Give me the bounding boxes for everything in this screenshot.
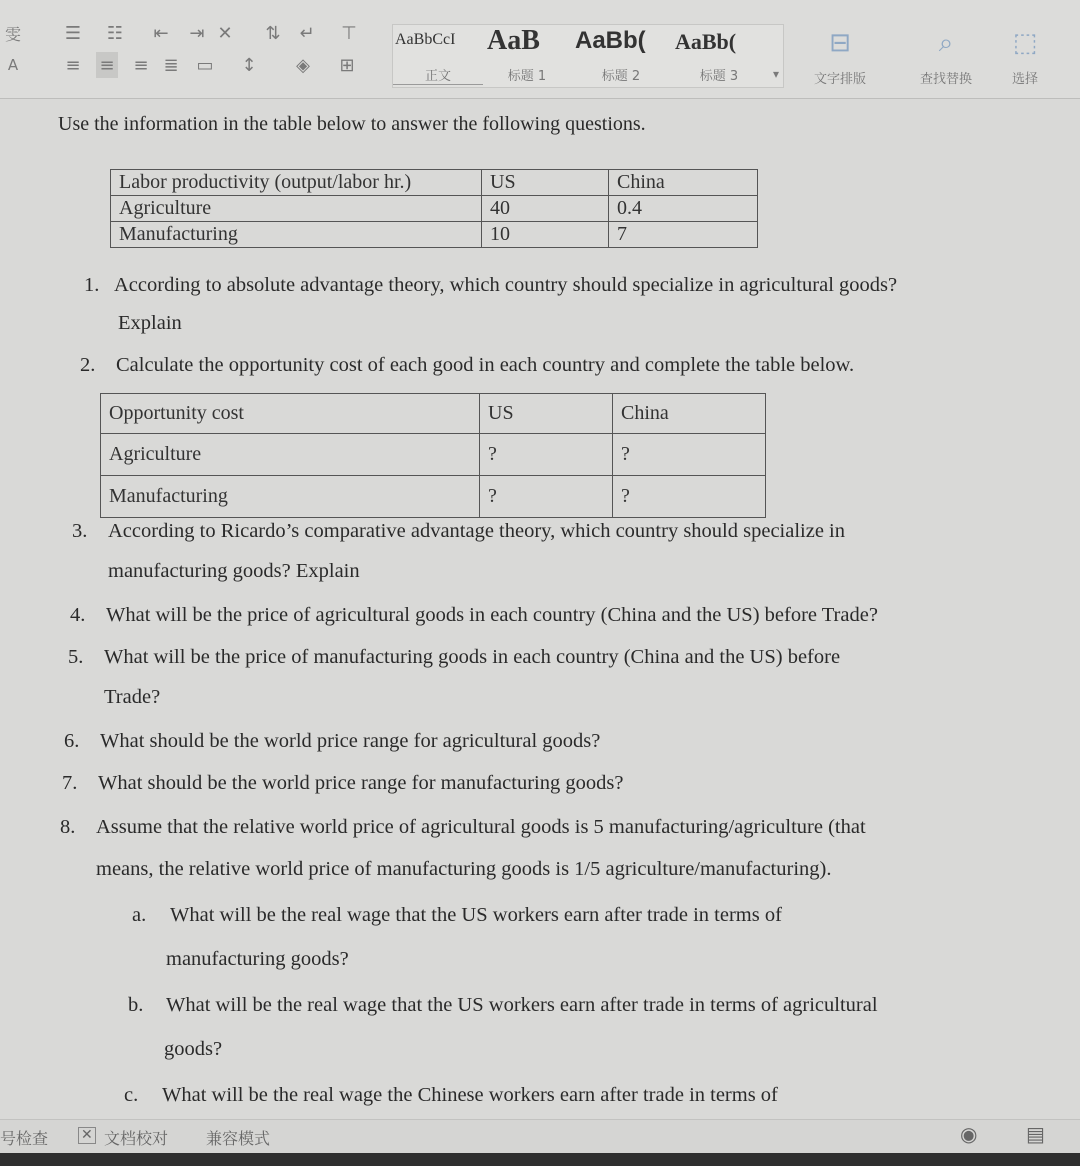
- search-icon: ⌕: [938, 28, 954, 58]
- table-header-cell: US: [480, 394, 613, 434]
- table-row: [101, 434, 766, 476]
- question-text: Trade?: [104, 686, 161, 708]
- checkbox-icon[interactable]: ✕: [78, 1127, 96, 1144]
- style-preview: AaBbCcI: [395, 31, 456, 48]
- question-8: [60, 807, 866, 847]
- style-preview: AaB: [487, 25, 540, 56]
- gallery-scroll-icon[interactable]: ▾: [772, 67, 780, 81]
- question-text: What should be the world price range for agricultural goods?: [100, 730, 601, 752]
- table-cell: 10: [482, 222, 609, 248]
- shading-icon[interactable]: ◈: [296, 54, 310, 76]
- select-cursor-icon: ⬚: [1012, 28, 1038, 58]
- phonetic-guide-icon[interactable]: 雯: [4, 24, 21, 44]
- question-number: b.: [128, 994, 144, 1016]
- status-bar: [0, 1119, 1080, 1154]
- question-3: [72, 511, 845, 551]
- bullet-list-icon[interactable]: ☰: [64, 22, 82, 44]
- question-number: 5.: [68, 646, 84, 668]
- question-3-continued: [108, 551, 360, 591]
- taskbar-edge: [0, 1153, 1080, 1166]
- style-normal[interactable]: [393, 25, 483, 87]
- labor-productivity-table: [110, 169, 758, 248]
- eye-protection-icon[interactable]: ◉: [960, 1122, 978, 1146]
- table-header-cell: China: [609, 170, 758, 196]
- table-header-cell: US: [482, 170, 609, 196]
- font-size-icon[interactable]: A: [7, 56, 19, 74]
- border-icon[interactable]: ⊞: [339, 54, 355, 76]
- question-text: According to absolute advantage theory, which country should specialize in agricultural goods?: [114, 274, 898, 296]
- question-8a: [132, 895, 782, 935]
- style-preview: AaBb(: [575, 27, 646, 54]
- question-text: manufacturing goods? Explain: [108, 560, 360, 582]
- numbered-list-icon[interactable]: ☷: [106, 22, 124, 44]
- question-text: Explain: [118, 312, 182, 334]
- style-heading-2[interactable]: [573, 25, 669, 87]
- table-row: [111, 222, 758, 248]
- table-cell: ?: [480, 434, 613, 476]
- question-2: [80, 345, 854, 385]
- table-cell: 40: [482, 196, 609, 222]
- style-label: 标题 3: [699, 69, 739, 84]
- question-8b-continued: [164, 1029, 222, 1069]
- table-cell: ?: [613, 434, 766, 476]
- question-5: [68, 637, 840, 677]
- line-spacing-icon[interactable]: ↕: [241, 54, 257, 76]
- question-text: means, the relative world price of manufacturing goods is 1/5 agriculture/manufacturing).: [96, 858, 832, 880]
- show-marks-icon[interactable]: ↵: [299, 22, 315, 44]
- question-6: [64, 721, 600, 761]
- table-cell: 7: [609, 222, 758, 248]
- text-layout-label: 文字排版: [813, 72, 866, 87]
- style-label: 正文: [393, 65, 483, 85]
- doc-proofread-button[interactable]: 文档校对: [104, 1129, 169, 1148]
- find-replace-button[interactable]: [906, 28, 986, 90]
- sort-icon[interactable]: ⇅: [265, 22, 281, 44]
- align-left-icon[interactable]: ≡: [65, 54, 81, 76]
- style-label: 标题 1: [507, 69, 547, 84]
- table-header-cell: Opportunity cost: [101, 394, 480, 434]
- table-cell: Manufacturing: [111, 222, 482, 248]
- question-number: a.: [132, 904, 147, 926]
- text-layout-button[interactable]: [800, 28, 880, 90]
- question-number: 4.: [70, 604, 86, 626]
- question-text: What will be the real wage that the US workers earn after trade in terms of: [170, 904, 782, 926]
- question-1: [84, 265, 897, 305]
- question-text: What should be the world price range for manufacturing goods?: [98, 772, 624, 794]
- select-label: 选择: [1011, 72, 1038, 87]
- table-row: [101, 394, 766, 434]
- style-gallery: [392, 24, 784, 88]
- increase-indent-icon[interactable]: ⇥: [189, 22, 205, 44]
- table-cell: Manufacturing: [101, 476, 480, 518]
- table-cell: Agriculture: [111, 196, 482, 222]
- page-view-icon[interactable]: ▤: [1026, 1122, 1045, 1146]
- question-7: [62, 763, 623, 803]
- align-center-icon[interactable]: ≡: [96, 52, 118, 78]
- question-text: According to Ricardo’s comparative advantage theory, which country should specialize in: [108, 520, 845, 542]
- question-number: c.: [124, 1084, 139, 1106]
- question-text: manufacturing goods?: [166, 948, 349, 970]
- spell-check-status[interactable]: 号检查: [0, 1129, 49, 1148]
- table-row: [111, 170, 758, 196]
- justify-icon[interactable]: ≣: [163, 54, 179, 76]
- table-icon[interactable]: ⊤: [341, 22, 357, 44]
- question-text: Calculate the opportunity cost of each good in each country and complete the table below.: [116, 354, 855, 376]
- question-number: 6.: [64, 730, 80, 752]
- question-text: goods?: [164, 1038, 223, 1060]
- question-1-continued: [118, 303, 182, 343]
- compat-mode-label: 兼容模式: [206, 1129, 271, 1148]
- style-preview: AaBb(: [675, 29, 737, 54]
- table-header-cell: China: [613, 394, 766, 434]
- text-layout-icon: ⊟: [829, 28, 851, 58]
- table-cell: ?: [613, 476, 766, 518]
- question-text: What will be the price of manufacturing goods in each country (China and the US) before: [104, 646, 841, 668]
- question-number: 7.: [62, 772, 78, 794]
- style-heading-1[interactable]: [485, 25, 569, 87]
- question-8b: [128, 985, 878, 1025]
- select-button[interactable]: [990, 28, 1060, 90]
- table-header-cell: Labor productivity (output/labor hr.): [111, 170, 482, 196]
- question-8c: [124, 1075, 778, 1115]
- ribbon-toolbar: [0, 0, 1080, 99]
- question-text: What will be the real wage that the US workers earn after trade in terms of agricultural: [166, 994, 878, 1016]
- question-8a-continued: [166, 939, 349, 979]
- question-number: 3.: [72, 520, 88, 542]
- table-cell: 0.4: [609, 196, 758, 222]
- table-row: [111, 196, 758, 222]
- question-text: Assume that the relative world price of agricultural goods is 5 manufacturing/agriculture (that: [96, 816, 866, 838]
- question-4: [70, 595, 878, 635]
- style-label: 标题 2: [601, 69, 641, 84]
- question-number: 1.: [84, 274, 100, 296]
- instruction-text: Use the information in the table below to answer the following questions.: [58, 113, 646, 135]
- question-5-continued: [104, 677, 160, 717]
- question-number: 8.: [60, 816, 76, 838]
- table-cell: ?: [480, 476, 613, 518]
- question-8-continued: [96, 849, 831, 889]
- style-heading-3[interactable]: [673, 25, 765, 87]
- distribute-icon[interactable]: ▭: [196, 54, 214, 76]
- table-cell: Agriculture: [101, 434, 480, 476]
- document-page[interactable]: [0, 99, 1080, 1119]
- find-replace-label: 查找替换: [919, 72, 972, 87]
- chinese-layout-icon[interactable]: ✕: [217, 22, 233, 44]
- question-number: 2.: [80, 354, 96, 376]
- question-text: What will be the price of agricultural goods in each country (China and the US) before Trade?: [106, 604, 878, 626]
- opportunity-cost-table: [100, 393, 766, 518]
- align-right-icon[interactable]: ≡: [133, 54, 149, 76]
- question-text: What will be the real wage the Chinese workers earn after trade in terms of: [162, 1084, 778, 1106]
- decrease-indent-icon[interactable]: ⇤: [153, 22, 169, 44]
